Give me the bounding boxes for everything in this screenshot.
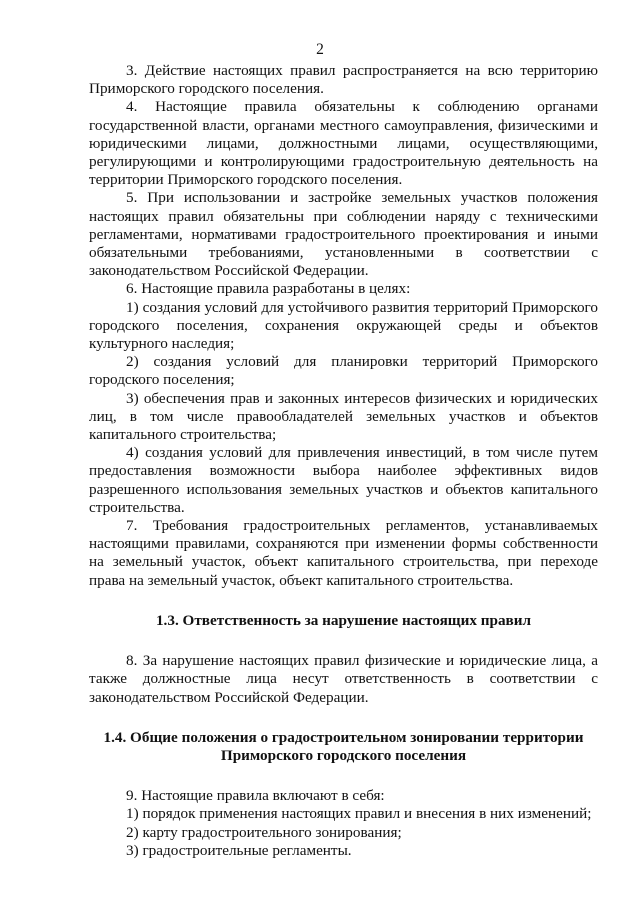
paragraph-9: 9. Настоящие правила включают в себя: — [126, 787, 385, 805]
list-item-9-1: 1) порядок применения настоящих правил и внесения в них изменений; — [126, 805, 592, 823]
section-heading-1-3: 1.3. Ответственность за нарушение настоящих правил — [155, 611, 532, 629]
list-item-9-3: 3) градостроительные регламенты. — [126, 841, 352, 859]
list-item-9-2: 2) карту градостроительного зонирования; — [126, 823, 402, 841]
list-item-6-4: 4) создания условий для привлечения инвестиций, в том числе путем предоставления возможности выбора наиболее эффективных видов разрешенного использования земельных участков и объектов капитального строительства. — [89, 444, 598, 516]
document-body — [89, 62, 598, 860]
section-heading-1-4-line-1: 1.4. Общие положения о градостроительном зонировании территории — [103, 728, 584, 746]
paragraph-8: 8. За нарушение настоящих правил физические и юридические лица, а также должностные лица несут ответственность в соответствии с законодательством Российской Федерации. — [89, 652, 598, 706]
paragraph-5: 5. При использовании и застройке земельных участков положения настоящих правил обязательны при соблюдении наряду с техническими регламентами, нормативами градостроительного проектирования и иными обязательными требованиями, установленными в соответствии с законодательством Российской Федерации. — [89, 189, 598, 280]
section-heading-1-4-line-2: Приморского городского поселения — [220, 746, 467, 764]
page-number: 2 — [316, 41, 324, 58]
list-item-6-2: 2) создания условий для планировки территорий Приморского городского поселения; — [89, 353, 598, 389]
paragraph-4: 4. Настоящие правила обязательны к соблюдению органами государственной власти, органами местного самоуправления, физическими и юридическими лицами, должностными лицами, осуществляющими, регулирующими и контролирующими градостроительную деятельность на территории Приморского городского поселения. — [89, 98, 598, 189]
list-item-6-1: 1) создания условий для устойчивого развития территорий Приморского городского поселения, сохранения окружающей среды и объектов культурного наследия; — [89, 298, 598, 353]
list-item-6-3: 3) обеспечения прав и законных интересов физических и юридических лиц, в том числе правообладателей земельных участков и объектов капитального строительства; — [89, 389, 598, 444]
paragraph-6: 6. Настоящие правила разработаны в целях: — [126, 280, 411, 298]
paragraph-3: 3. Действие настоящих правил распространяется на всю территорию Приморского городского поселения. — [89, 62, 598, 98]
section-heading-1-4 — [89, 729, 598, 765]
paragraph-7: 7. Требования градостроительных регламентов, устанавливаемых настоящими правилами, сохраняются при изменении формы собственности на земельный участок, объект капитального строительства, при переходе права на земельный участок, объект капитального строительства. — [89, 517, 598, 589]
